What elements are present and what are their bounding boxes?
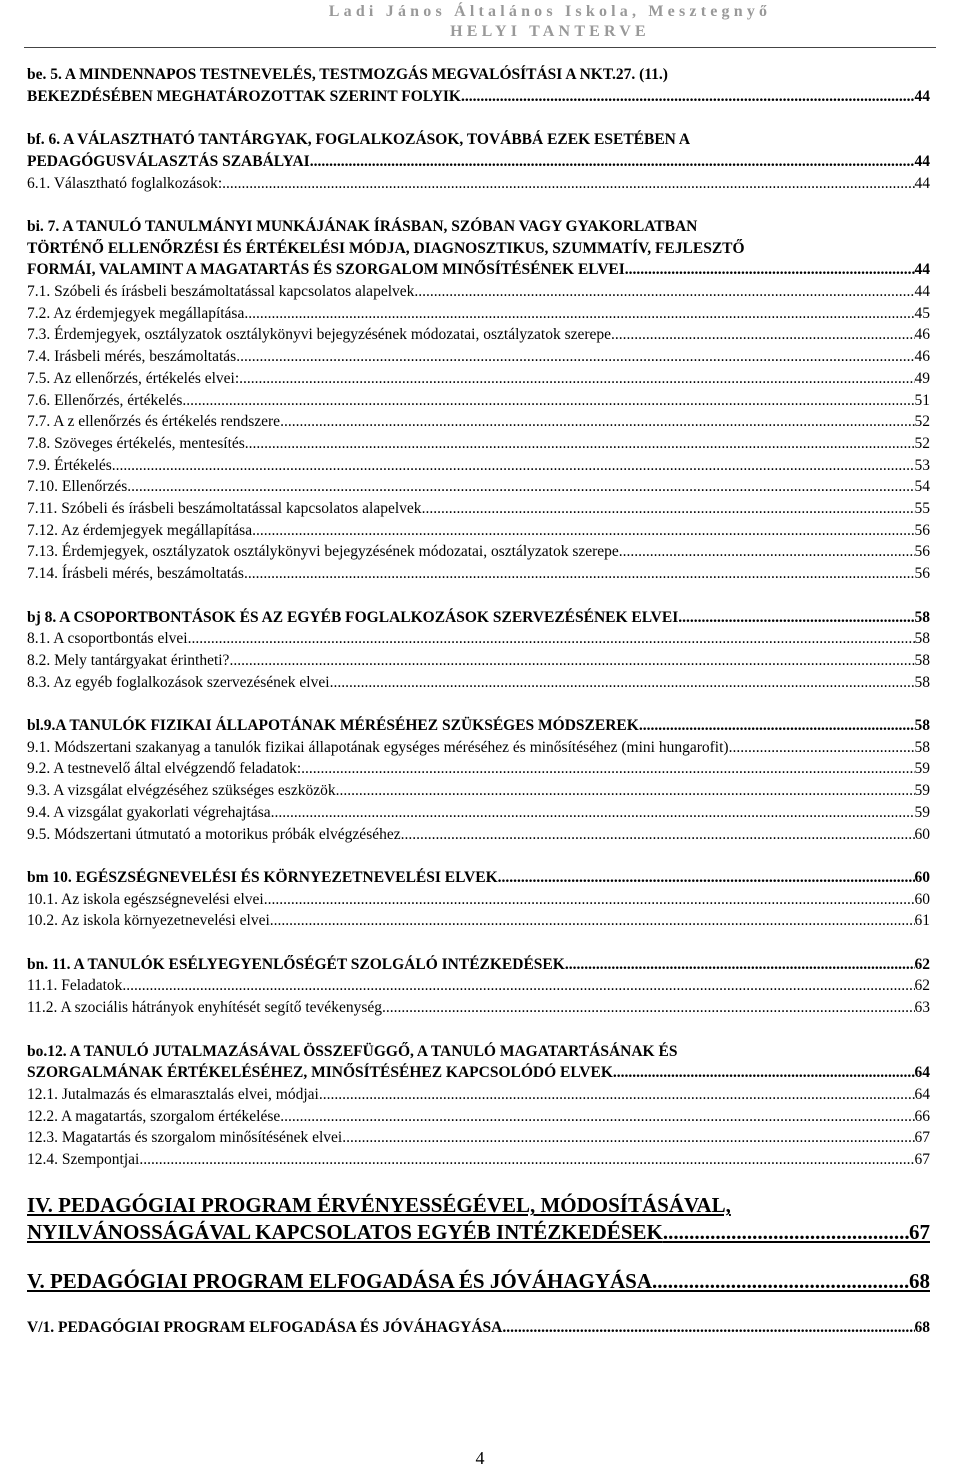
- page-number: 4: [475, 1448, 485, 1468]
- toc-entry-title: bn. 11. A TANULÓK ESÉLYEGYENLŐSÉGÉT SZOLGÁLÓ INTÉZKEDÉSEK: [27, 955, 565, 973]
- dot-leader: [639, 715, 915, 737]
- toc-entry-title: 8.2. Mely tantárgyakat érintheti?: [27, 651, 230, 669]
- toc-entry-page: 56: [914, 521, 930, 539]
- toc-entry-page: 59: [914, 782, 930, 800]
- dot-leader: [414, 281, 914, 303]
- toc-entry[interactable]: [27, 303, 930, 325]
- toc-entry[interactable]: [27, 1106, 930, 1128]
- toc-entry-title: 7.8. Szöveges értékelés, mentesítés: [27, 434, 245, 452]
- toc-entry-page: 55: [914, 500, 930, 518]
- toc-entry-heading-line: bf. 6. A VÁLASZTHATÓ TANTÁRGYAK, FOGLALKOZÁSOK, TOVÁBBÁ EZEK ESETÉBEN A: [27, 131, 691, 149]
- toc-entry-title: 12.2. A magatartás, szorgalom értékelése: [27, 1107, 281, 1125]
- toc-entry-row: [27, 824, 930, 846]
- toc-entry-page: 64: [914, 1085, 930, 1103]
- dot-leader: [619, 541, 915, 563]
- toc-entry[interactable]: [27, 889, 930, 911]
- toc-entry[interactable]: [27, 194, 930, 281]
- dot-leader: [229, 650, 914, 672]
- toc-entry-title: 9.3. A vizsgálat elvégzéséhez szükséges eszközök: [27, 782, 336, 800]
- toc-entry-row: [27, 1219, 930, 1246]
- dot-leader: [565, 954, 915, 976]
- dot-leader: [611, 324, 914, 346]
- dot-leader: [188, 628, 915, 650]
- toc-entry-row: [27, 954, 930, 976]
- toc-entry-page: 56: [914, 543, 930, 561]
- toc-entry-row: [27, 173, 930, 195]
- toc-entry[interactable]: [27, 281, 930, 303]
- toc-entry-title: 7.4. Irásbeli mérés, beszámoltatás: [27, 348, 237, 366]
- toc-entry[interactable]: [27, 758, 930, 780]
- dot-leader: [342, 1127, 914, 1149]
- toc-entry-page: 46: [914, 348, 930, 366]
- toc-entry-title: 11.1. Feladatok: [27, 977, 123, 995]
- toc-entry-row: [27, 715, 930, 737]
- toc-entry-row: [27, 390, 930, 412]
- toc-entry-page: 60: [914, 868, 930, 886]
- toc-entry-page: 68: [909, 1269, 930, 1294]
- document-header-school: Ladi János Általános Iskola, Mesztegnyő: [328, 3, 772, 20]
- toc-entry-row: [27, 672, 930, 694]
- toc-spacer: [27, 1246, 930, 1268]
- toc-entry[interactable]: [27, 498, 930, 520]
- toc-entry[interactable]: [27, 390, 930, 412]
- toc-entry-row: [27, 802, 930, 824]
- toc-entry-page: 44: [914, 283, 930, 300]
- toc-entry[interactable]: [27, 455, 930, 477]
- toc-entry-row: [27, 411, 930, 433]
- toc-entry-title: 7.2. Az érdemjegyek megállapítása: [27, 304, 245, 322]
- toc-spacer: [27, 107, 930, 129]
- dot-leader: [252, 520, 914, 542]
- dot-leader: [122, 975, 914, 997]
- dot-leader: [127, 476, 914, 498]
- toc-entry-title: 9.1. Módszertani szakanyag a tanulók fizikai állapotának egységes méréséhez és minősítéséhez (mini hungarofit): [27, 738, 729, 756]
- toc-entry-row: [27, 1317, 930, 1339]
- toc-entry-title: 7.13. Érdemjegyek, osztályzatok osztálykönyvi bejegyzésének módozatai, osztályzatok szerepe: [27, 543, 619, 561]
- toc-entry[interactable]: [27, 1295, 930, 1338]
- toc-entry-page: 67: [914, 1129, 930, 1147]
- toc-entry[interactable]: [27, 802, 930, 824]
- toc-entry-page: 58: [914, 651, 930, 669]
- dot-leader: [422, 498, 915, 520]
- toc-entry-title: 11.2. A szociális hátrányok enyhítését segítő tevékenység: [27, 999, 382, 1017]
- toc-entry-row: [27, 628, 930, 650]
- dot-leader: [613, 1062, 915, 1084]
- toc-entry-page: 56: [914, 565, 930, 583]
- toc-entry[interactable]: [27, 563, 930, 585]
- toc-entry-page: 62: [914, 977, 930, 995]
- dot-leader: [401, 824, 915, 846]
- toc-entry-page: 46: [914, 326, 930, 344]
- toc-entry-page: 62: [914, 955, 930, 973]
- toc-entry-row: [27, 607, 930, 629]
- dot-leader: [461, 86, 915, 108]
- toc-entry-title: 7.14. Írásbeli mérés, beszámoltatás: [27, 565, 244, 583]
- toc-entry[interactable]: [27, 1171, 930, 1247]
- toc-entry-page: 61: [914, 912, 930, 930]
- toc-entry-title: 7.10. Ellenőrzés: [27, 478, 128, 496]
- toc-entry[interactable]: [27, 107, 930, 172]
- dot-leader: [678, 607, 914, 629]
- dot-leader: [222, 173, 914, 195]
- toc-entry[interactable]: [27, 845, 930, 888]
- toc-entry-page: 52: [914, 413, 930, 431]
- toc-entry-row: [27, 455, 930, 477]
- toc-entry[interactable]: [27, 1127, 930, 1149]
- toc-entry-title: 7.7. A z ellenőrzés és értékelés rendszere: [27, 413, 281, 431]
- dot-leader: [498, 867, 915, 889]
- toc-entry-row: [27, 259, 930, 281]
- toc-entry-title: 6.1. Választható foglalkozások:: [27, 174, 223, 192]
- toc-entry-row: [27, 520, 930, 542]
- toc-entry[interactable]: [27, 433, 930, 455]
- toc-entry-row: [27, 889, 930, 911]
- toc-entry[interactable]: [27, 346, 930, 368]
- toc-entry-page: 58: [914, 673, 930, 691]
- toc-entry-row: [27, 498, 930, 520]
- toc-entry-title: 7.9. Értékelés: [27, 456, 112, 474]
- toc-entry-row: [27, 541, 930, 563]
- toc-spacer: [27, 585, 930, 607]
- dot-leader: [310, 151, 915, 173]
- toc-entry[interactable]: [27, 672, 930, 694]
- dot-leader: [625, 259, 915, 281]
- toc-entry-title: 7.6. Ellenőrzés, értékelés: [27, 391, 183, 409]
- toc-entry-row: [27, 563, 930, 585]
- toc-entry-title: 7.5. Az ellenőrzés, értékelés elvei:: [27, 369, 240, 387]
- toc-entry-title: 12.1. Jutalmazás és elmarasztalás elvei, módjai: [27, 1085, 319, 1103]
- dot-leader: [139, 1149, 914, 1171]
- toc-entry-title: FORMÁI, VALAMINT A MAGATARTÁS ÉS SZORGALOM MINŐSÍTÉSÉNEK ELVEI: [27, 261, 625, 279]
- toc-entry-row: [27, 346, 930, 368]
- toc-entry-title: 9.2. A testnevelő által elvégzendő feladatok:: [27, 760, 302, 778]
- toc-entry-title: V. PEDAGÓGIAI PROGRAM ELFOGADÁSA ÉS JÓVÁHAGYÁSA: [27, 1269, 653, 1294]
- toc-entry-heading-line: IV. PEDAGÓGIAI PROGRAM ÉRVÉNYESSÉGÉVEL, MÓDOSÍTÁSÁVAL,: [27, 1193, 731, 1218]
- toc-entry-page: 44: [914, 152, 930, 170]
- toc-entry[interactable]: [27, 824, 930, 846]
- toc-entry[interactable]: [27, 324, 930, 346]
- toc-entry-page: 64: [914, 1064, 930, 1082]
- toc-entry-title: 8.3. Az egyéb foglalkozások szervezésének elvei: [27, 673, 330, 691]
- toc-entry[interactable]: [27, 541, 930, 563]
- toc-entry-row: [27, 975, 930, 997]
- dot-leader: [239, 368, 914, 390]
- dot-leader: [264, 889, 915, 911]
- toc-entry-heading-line: bi. 7. A TANULÓ TANULMÁNYI MUNKÁJÁNAK ÍRÁSBAN, SZÓBAN VAGY GYAKORLATBAN TÖRTÉNŐ ELLENŐRZÉSI ÉS ÉRTÉKELÉSI MÓDJA, DIAGNOSZTIKUS, SZUMMATÍV, FEJLESZTŐ: [27, 217, 745, 257]
- dot-leader: [652, 1268, 909, 1295]
- dot-leader: [502, 1317, 914, 1339]
- toc-entry[interactable]: [27, 476, 930, 498]
- toc-entry-row: [27, 433, 930, 455]
- toc-entry-title: 9.5. Módszertani útmutató a motorikus próbák elvégzéséhez: [27, 825, 401, 843]
- toc-entry[interactable]: [27, 737, 930, 759]
- toc-entry[interactable]: [27, 997, 930, 1019]
- toc-entry-row: [27, 910, 930, 932]
- toc-entry-page: 58: [914, 630, 930, 648]
- toc-entry-row: [27, 867, 930, 889]
- dot-leader: [244, 563, 915, 585]
- toc-entry-row: [27, 1149, 930, 1171]
- dot-leader: [112, 455, 915, 477]
- toc-spacer: [27, 845, 930, 867]
- toc-entry-page: 59: [914, 803, 930, 821]
- toc-entry-title: 10.2. Az iskola környezetnevelési elvei: [27, 912, 270, 930]
- toc-entry-title: 7.12. Az érdemjegyek megállapítása: [27, 521, 253, 539]
- toc-entry-title: 7.1. Szóbeli és írásbeli beszámoltatással kapcsolatos alapelvek: [27, 283, 415, 300]
- toc-spacer: [27, 1019, 930, 1041]
- toc-entry[interactable]: [27, 650, 930, 672]
- toc-entry[interactable]: [27, 1149, 930, 1171]
- toc-entry-title: NYILVÁNOSSÁGÁVAL KAPCSOLATOS EGYÉB INTÉZKEDÉSEK: [27, 1220, 663, 1245]
- dot-leader: [280, 1106, 914, 1128]
- toc-spacer: [27, 693, 930, 715]
- dot-leader: [729, 737, 915, 759]
- dot-leader: [236, 346, 914, 368]
- toc-entry-row: [27, 1106, 930, 1128]
- toc-entry-page: 68: [914, 1318, 930, 1336]
- toc-spacer: [27, 194, 930, 216]
- toc-entry-title: 9.4. A vizsgálat gyakorlati végrehajtása: [27, 803, 271, 821]
- toc-entry-row: [27, 650, 930, 672]
- toc-entry-page: 44: [914, 174, 930, 192]
- toc-entry-title: PEDAGÓGUSVÁLASZTÁS SZABÁLYAI: [27, 152, 310, 170]
- toc-entry[interactable]: [27, 780, 930, 802]
- document-header-title: HELYI TANTERVE: [450, 23, 650, 40]
- toc-entry-row: [27, 1062, 930, 1084]
- dot-leader: [271, 802, 915, 824]
- toc-entry-title: SZORGALMÁNAK ÉRTÉKELÉSÉHEZ, MINŐSÍTÉSÉHEZ KAPCSOLÓDÓ ELVEK: [27, 1064, 613, 1082]
- toc-entry-page: 60: [914, 825, 930, 843]
- toc-spacer: [27, 1171, 930, 1193]
- toc-entry-page: 44: [914, 87, 930, 105]
- toc-entry-row: [27, 780, 930, 802]
- toc-entry[interactable]: [27, 520, 930, 542]
- toc-entry-title: 10.1. Az iskola egészségnevelési elvei: [27, 890, 264, 908]
- toc-entry-title: bm 10. EGÉSZSÉGNEVELÉSI ÉS KÖRNYEZETNEVELÉSI ELVEK: [27, 868, 498, 886]
- toc-entry-page: 44: [914, 261, 930, 279]
- dot-leader: [382, 997, 915, 1019]
- toc-entry-page: 58: [914, 608, 930, 626]
- toc-entry[interactable]: [27, 368, 930, 390]
- toc-entry[interactable]: [27, 411, 930, 433]
- toc-entry-title: bl.9.A TANULÓK FIZIKAI ÁLLAPOTÁNAK MÉRÉSÉHEZ SZÜKSÉGES MÓDSZEREK: [27, 717, 639, 735]
- toc-entry-title: V/1. PEDAGÓGIAI PROGRAM ELFOGADÁSA ÉS JÓVÁHAGYÁSA: [27, 1318, 503, 1336]
- toc-entry-page: 59: [914, 760, 930, 778]
- dot-leader: [330, 672, 915, 694]
- toc-entry-row: [27, 1084, 930, 1106]
- toc-entry[interactable]: [27, 1019, 930, 1084]
- toc-entry-page: 58: [914, 717, 930, 735]
- toc-entry-title: 7.3. Érdemjegyek, osztályzatok osztálykönyvi bejegyzésének módozatai, osztályzatok szerepe: [27, 326, 612, 344]
- toc-entry-page: 66: [914, 1107, 930, 1125]
- toc-entry-title: BEKEZDÉSÉBEN MEGHATÁROZOTTAK SZERINT FOLYIK: [27, 87, 461, 105]
- toc-spacer: [27, 932, 930, 954]
- toc-entry-row: [27, 737, 930, 759]
- toc-entry-row: [27, 758, 930, 780]
- toc-entry-title: 7.11. Szóbeli és írásbeli beszámoltatással kapcsolatos alapelvek: [27, 500, 422, 518]
- toc-entry-row: [27, 281, 930, 303]
- dot-leader: [663, 1219, 909, 1246]
- dot-leader: [182, 390, 914, 412]
- toc-entry-row: [27, 1127, 930, 1149]
- toc-entry[interactable]: [27, 585, 930, 628]
- toc-entry-page: 54: [914, 478, 930, 496]
- toc-entry[interactable]: [27, 173, 930, 195]
- toc-entry-page: 51: [914, 391, 930, 409]
- toc-entry[interactable]: [27, 975, 930, 997]
- toc-entry-row: [27, 368, 930, 390]
- toc-entry-row: [27, 997, 930, 1019]
- toc-entry-page: 60: [914, 890, 930, 908]
- toc-entry-title: 12.3. Magatartás és szorgalom minősítésének elvei: [27, 1129, 343, 1147]
- toc-entry-page: 67: [914, 1151, 930, 1169]
- toc-entry-row: [27, 151, 930, 173]
- dot-leader: [244, 303, 914, 325]
- toc-entry[interactable]: [27, 64, 930, 107]
- toc-entry[interactable]: [27, 932, 930, 975]
- toc-entry-row: [27, 1268, 930, 1295]
- toc-entry-page: 52: [914, 434, 930, 452]
- dot-leader: [280, 411, 914, 433]
- toc-entry-heading-line: bo.12. A TANULÓ JUTALMAZÁSÁVAL ÖSSZEFÜGGŐ, A TANULÓ MAGATARTÁSÁNAK ÉS: [27, 1042, 678, 1060]
- dot-leader: [270, 910, 915, 932]
- toc-entry-page: 58: [914, 738, 930, 756]
- header-divider: [24, 47, 936, 48]
- toc-entry-title: bj 8. A CSOPORTBONTÁSOK ÉS AZ EGYÉB FOGLALKOZÁSOK SZERVEZÉSÉNEK ELVEI: [27, 608, 679, 626]
- dot-leader: [245, 433, 915, 455]
- toc-entry[interactable]: [27, 693, 930, 736]
- toc-entry[interactable]: [27, 628, 930, 650]
- toc-entry-page: 53: [914, 456, 930, 474]
- toc-entry[interactable]: [27, 910, 930, 932]
- dot-leader: [301, 758, 914, 780]
- toc-spacer: [27, 1295, 930, 1317]
- toc-entry[interactable]: [27, 1246, 930, 1295]
- toc-entry-page: 45: [914, 304, 930, 322]
- toc-entry-row: [27, 303, 930, 325]
- table-of-contents: [27, 64, 930, 1339]
- toc-entry-row: [27, 86, 930, 108]
- toc-entry-page: 49: [914, 369, 930, 387]
- toc-entry-page: 67: [909, 1220, 930, 1245]
- toc-entry-page: 63: [914, 999, 930, 1017]
- toc-entry-heading-line: be. 5. A MINDENNAPOS TESTNEVELÉS, TESTMOZGÁS MEGVALÓSÍTÁSI A NKT.27. (11.): [27, 66, 668, 83]
- toc-entry-row: [27, 324, 930, 346]
- toc-entry-title: 12.4. Szempontjai: [27, 1151, 140, 1169]
- toc-entry[interactable]: [27, 1084, 930, 1106]
- toc-entry-row: [27, 476, 930, 498]
- dot-leader: [319, 1084, 915, 1106]
- toc-entry-title: 8.1. A csoportbontás elvei: [27, 630, 188, 648]
- dot-leader: [336, 780, 915, 802]
